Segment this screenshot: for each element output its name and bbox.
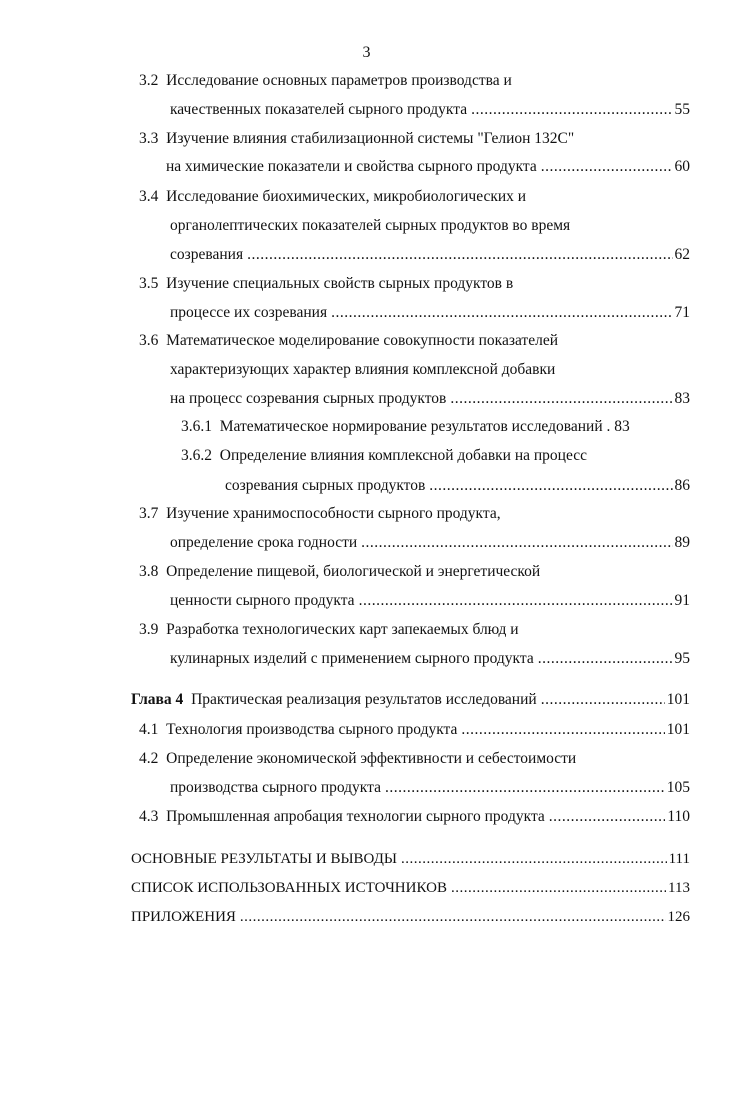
entry-title: Промышленная апробация технологии сырного продукта [166,808,545,825]
entry-title: Исследование основных параметров производства и [166,72,512,89]
toc-entry-4-2-heading [139,748,576,770]
dot-leader [429,475,672,497]
entry-title: ценности сырного продукта [170,592,355,609]
dot-leader [331,302,672,324]
toc-entry-3-4-line2: органолептических показателей сырных продуктов во время [170,217,571,234]
dot-leader [240,906,666,928]
dot-leader [541,689,665,711]
entry-number: 4.3 [139,808,159,825]
entry-title: Изучение хранимоспособности сырного продукта, [166,505,501,522]
entry-page: 95 [674,650,690,667]
entry-page: 60 [674,158,690,175]
toc-entry-3-5-heading [139,273,513,295]
entry-title: кулинарных изделий с применением сырного продукта [170,650,534,667]
entry-title: созревания сырных продуктов [225,477,426,494]
entry-number: 3.6.2 [181,447,212,464]
entry-number: 4.1 [139,721,159,738]
entry-title: ОСНОВНЫЕ РЕЗУЛЬТАТЫ И ВЫВОДЫ [131,851,397,867]
toc-entry-3-6-2[interactable] [225,475,690,497]
entry-number: 3.6 [139,332,159,349]
entry-page: 113 [668,880,690,896]
toc-entry-3-3-heading [139,128,574,150]
entry-number: 3.9 [139,621,159,638]
toc-entry-3-6-line2: характеризующих характер влияния комплексной добавки [170,361,556,378]
entry-title: Математическое нормирование результатов исследований . [219,418,611,435]
entry-page: 110 [667,808,690,825]
entry-title: СПИСОК ИСПОЛЬЗОВАННЫХ ИСТОЧНИКОВ [131,880,447,896]
entry-page: 62 [674,246,690,263]
dot-leader [549,806,666,828]
toc-entry-3-8-heading [139,561,540,583]
entry-number: 3.6.1 [181,418,212,435]
page-number: 3 [362,44,371,61]
entry-title: Разработка технологических карт запекаемых блюд и [166,621,519,638]
entry-title: созревания [170,246,244,263]
toc-entry-3-6-2-heading [181,445,587,467]
entry-title: Практическая реализация результатов исследований [191,691,537,708]
entry-title: качественных показателей сырного продукта [170,101,468,118]
toc-entry-3-9[interactable] [170,648,690,670]
entry-title: процессе их созревания [170,304,328,321]
toc-entry-4-3[interactable] [139,806,690,828]
dot-leader [401,848,667,870]
dot-leader [461,719,664,741]
entry-page: 111 [668,851,690,867]
toc-entry-3-4[interactable] [170,244,690,266]
entry-title: Изучение влияния стабилизационной системы "Гелион 132С" [166,130,575,147]
entry-title: Определение пищевой, биологической и энергетической [166,563,541,580]
toc-entry-3-2[interactable] [170,99,690,121]
entry-page: 71 [674,304,690,321]
toc-entry-3-8[interactable] [170,590,690,612]
dot-leader [471,99,672,121]
entry-page: 101 [666,721,690,738]
dot-leader [451,877,666,899]
entry-number: 3.8 [139,563,159,580]
toc-entry-3-6-1[interactable] [181,416,630,438]
entry-page: 86 [674,477,690,494]
entry-title: производства сырного продукта [170,779,381,796]
entry-number: 3.4 [139,188,159,205]
dot-leader [541,156,673,178]
entry-title: на химические показатели и свойства сырного продукта [166,158,537,175]
entry-page: 105 [666,779,690,796]
toc-entry-chapter-4[interactable] [131,689,690,711]
entry-page: 83 [614,418,630,435]
entry-title: ПРИЛОЖЕНИЯ [131,909,236,925]
dot-leader [247,244,672,266]
entry-page: 89 [674,534,690,551]
entry-number: 3.3 [139,130,159,147]
entry-page: 55 [674,101,690,118]
toc-entry-4-2[interactable] [170,777,690,799]
toc-entry-3-4-heading [139,186,526,208]
entry-number: 3.5 [139,275,159,292]
entry-title: на процесс созревания сырных продуктов [170,390,447,407]
toc-entry-3-7[interactable] [170,532,690,554]
entry-page: 126 [667,909,690,925]
toc-entry-3-2-heading [139,70,512,92]
dot-leader [361,532,672,554]
dot-leader [538,648,673,670]
dot-leader [385,777,665,799]
entry-number: 3.7 [139,505,159,522]
entry-title: Технология производства сырного продукта [166,721,458,738]
chapter-label: Глава 4 [131,691,184,708]
toc-entry-sources[interactable] [131,877,690,899]
toc-entry-3-7-heading [139,503,501,525]
entry-number: 4.2 [139,750,159,767]
dot-leader [450,388,672,410]
toc-entry-3-5[interactable] [170,302,690,324]
entry-page: 101 [666,691,690,708]
toc-entry-4-1[interactable] [139,719,690,741]
toc-entry-3-6-heading [139,330,558,352]
toc-entry-results[interactable] [131,848,690,870]
entry-title: определение срока годности [170,534,358,551]
toc-entry-3-3[interactable] [166,156,690,178]
entry-title: Изучение специальных свойств сырных продуктов в [166,275,514,292]
toc-entry-3-9-heading [139,619,519,641]
entry-number: 3.2 [139,72,159,89]
dot-leader [359,590,673,612]
entry-page: 91 [674,592,690,609]
entry-title: Математическое моделирование совокупности показателей [166,332,558,349]
entry-page: 83 [674,390,690,407]
entry-title: Определение влияния комплексной добавки на процесс [219,447,587,464]
toc-entry-3-6[interactable] [170,388,690,410]
toc-entry-appendix[interactable] [131,906,690,928]
entry-title: Определение экономической эффективности и себестоимости [166,750,577,767]
entry-title: Исследование биохимических, микробиологических и [166,188,527,205]
